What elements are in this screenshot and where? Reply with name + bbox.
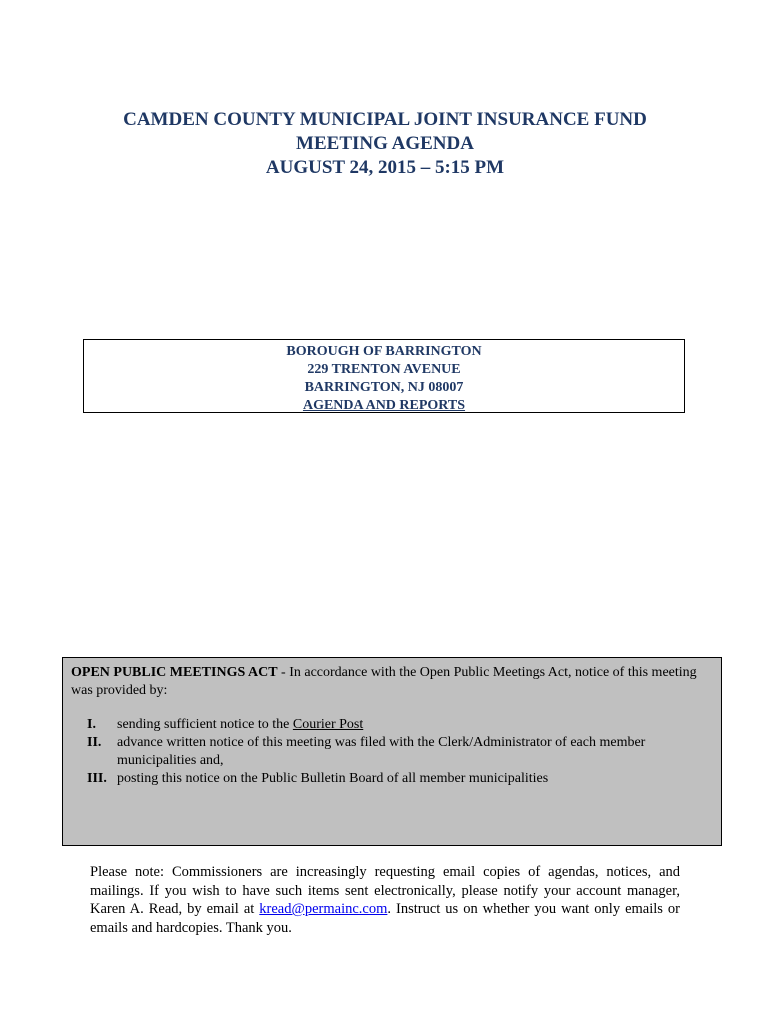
agenda-reports-link[interactable]: AGENDA AND REPORTS [302, 398, 466, 413]
document-title [0, 108, 770, 180]
list-item-text: posting this notice on the Public Bulletin Board of all member municipalities [117, 771, 549, 786]
list-item [71, 770, 713, 788]
location-city: BARRINGTON, NJ 08007 [304, 380, 464, 395]
note-text-after: . Instruct us on whether you want only emails or emails and hardcopies. Thank you. [90, 901, 681, 936]
opma-lead: OPEN PUBLIC MEETINGS ACT [71, 665, 278, 680]
title-line-date: AUGUST 24, 2015 – 5:15 PM [265, 157, 505, 178]
email-link[interactable]: kread@permainc.com [259, 901, 388, 917]
open-public-meetings-notice [62, 657, 722, 846]
note-text-before: Please note: Commissioners are increasingly requesting email copies of agendas, notices, and mailings. If you wish to have such items sent electronically, please notify your account manager, Karen A. Read, by email at [90, 864, 680, 917]
list-item-number: II. [87, 735, 102, 750]
notice-list [71, 716, 713, 788]
list-item-text: advance written notice of this meeting was filed with the Clerk/Administrator of each member municipalities and, [117, 735, 646, 768]
courier-post-text: Courier Post [292, 717, 364, 732]
location-box [83, 339, 685, 413]
location-name: BOROUGH OF BARRINGTON [286, 344, 482, 359]
email-request-note [90, 863, 680, 937]
list-item-number: I. [87, 717, 96, 732]
list-item-text [117, 716, 713, 734]
opma-intro-text: - In accordance with the Open Public Meetings Act, notice of this meeting was provided by: [71, 665, 697, 698]
opma-intro [71, 664, 713, 700]
list-item [71, 716, 713, 734]
title-line-fund: CAMDEN COUNTY MUNICIPAL JOINT INSURANCE FUND [123, 109, 647, 130]
title-line-agenda: MEETING AGENDA [296, 133, 474, 154]
list-item [71, 734, 713, 770]
list-item-text-part: sending sufficient notice to the [117, 717, 293, 732]
location-street: 229 TRENTON AVENUE [307, 362, 461, 377]
list-item-number: III. [87, 771, 107, 786]
